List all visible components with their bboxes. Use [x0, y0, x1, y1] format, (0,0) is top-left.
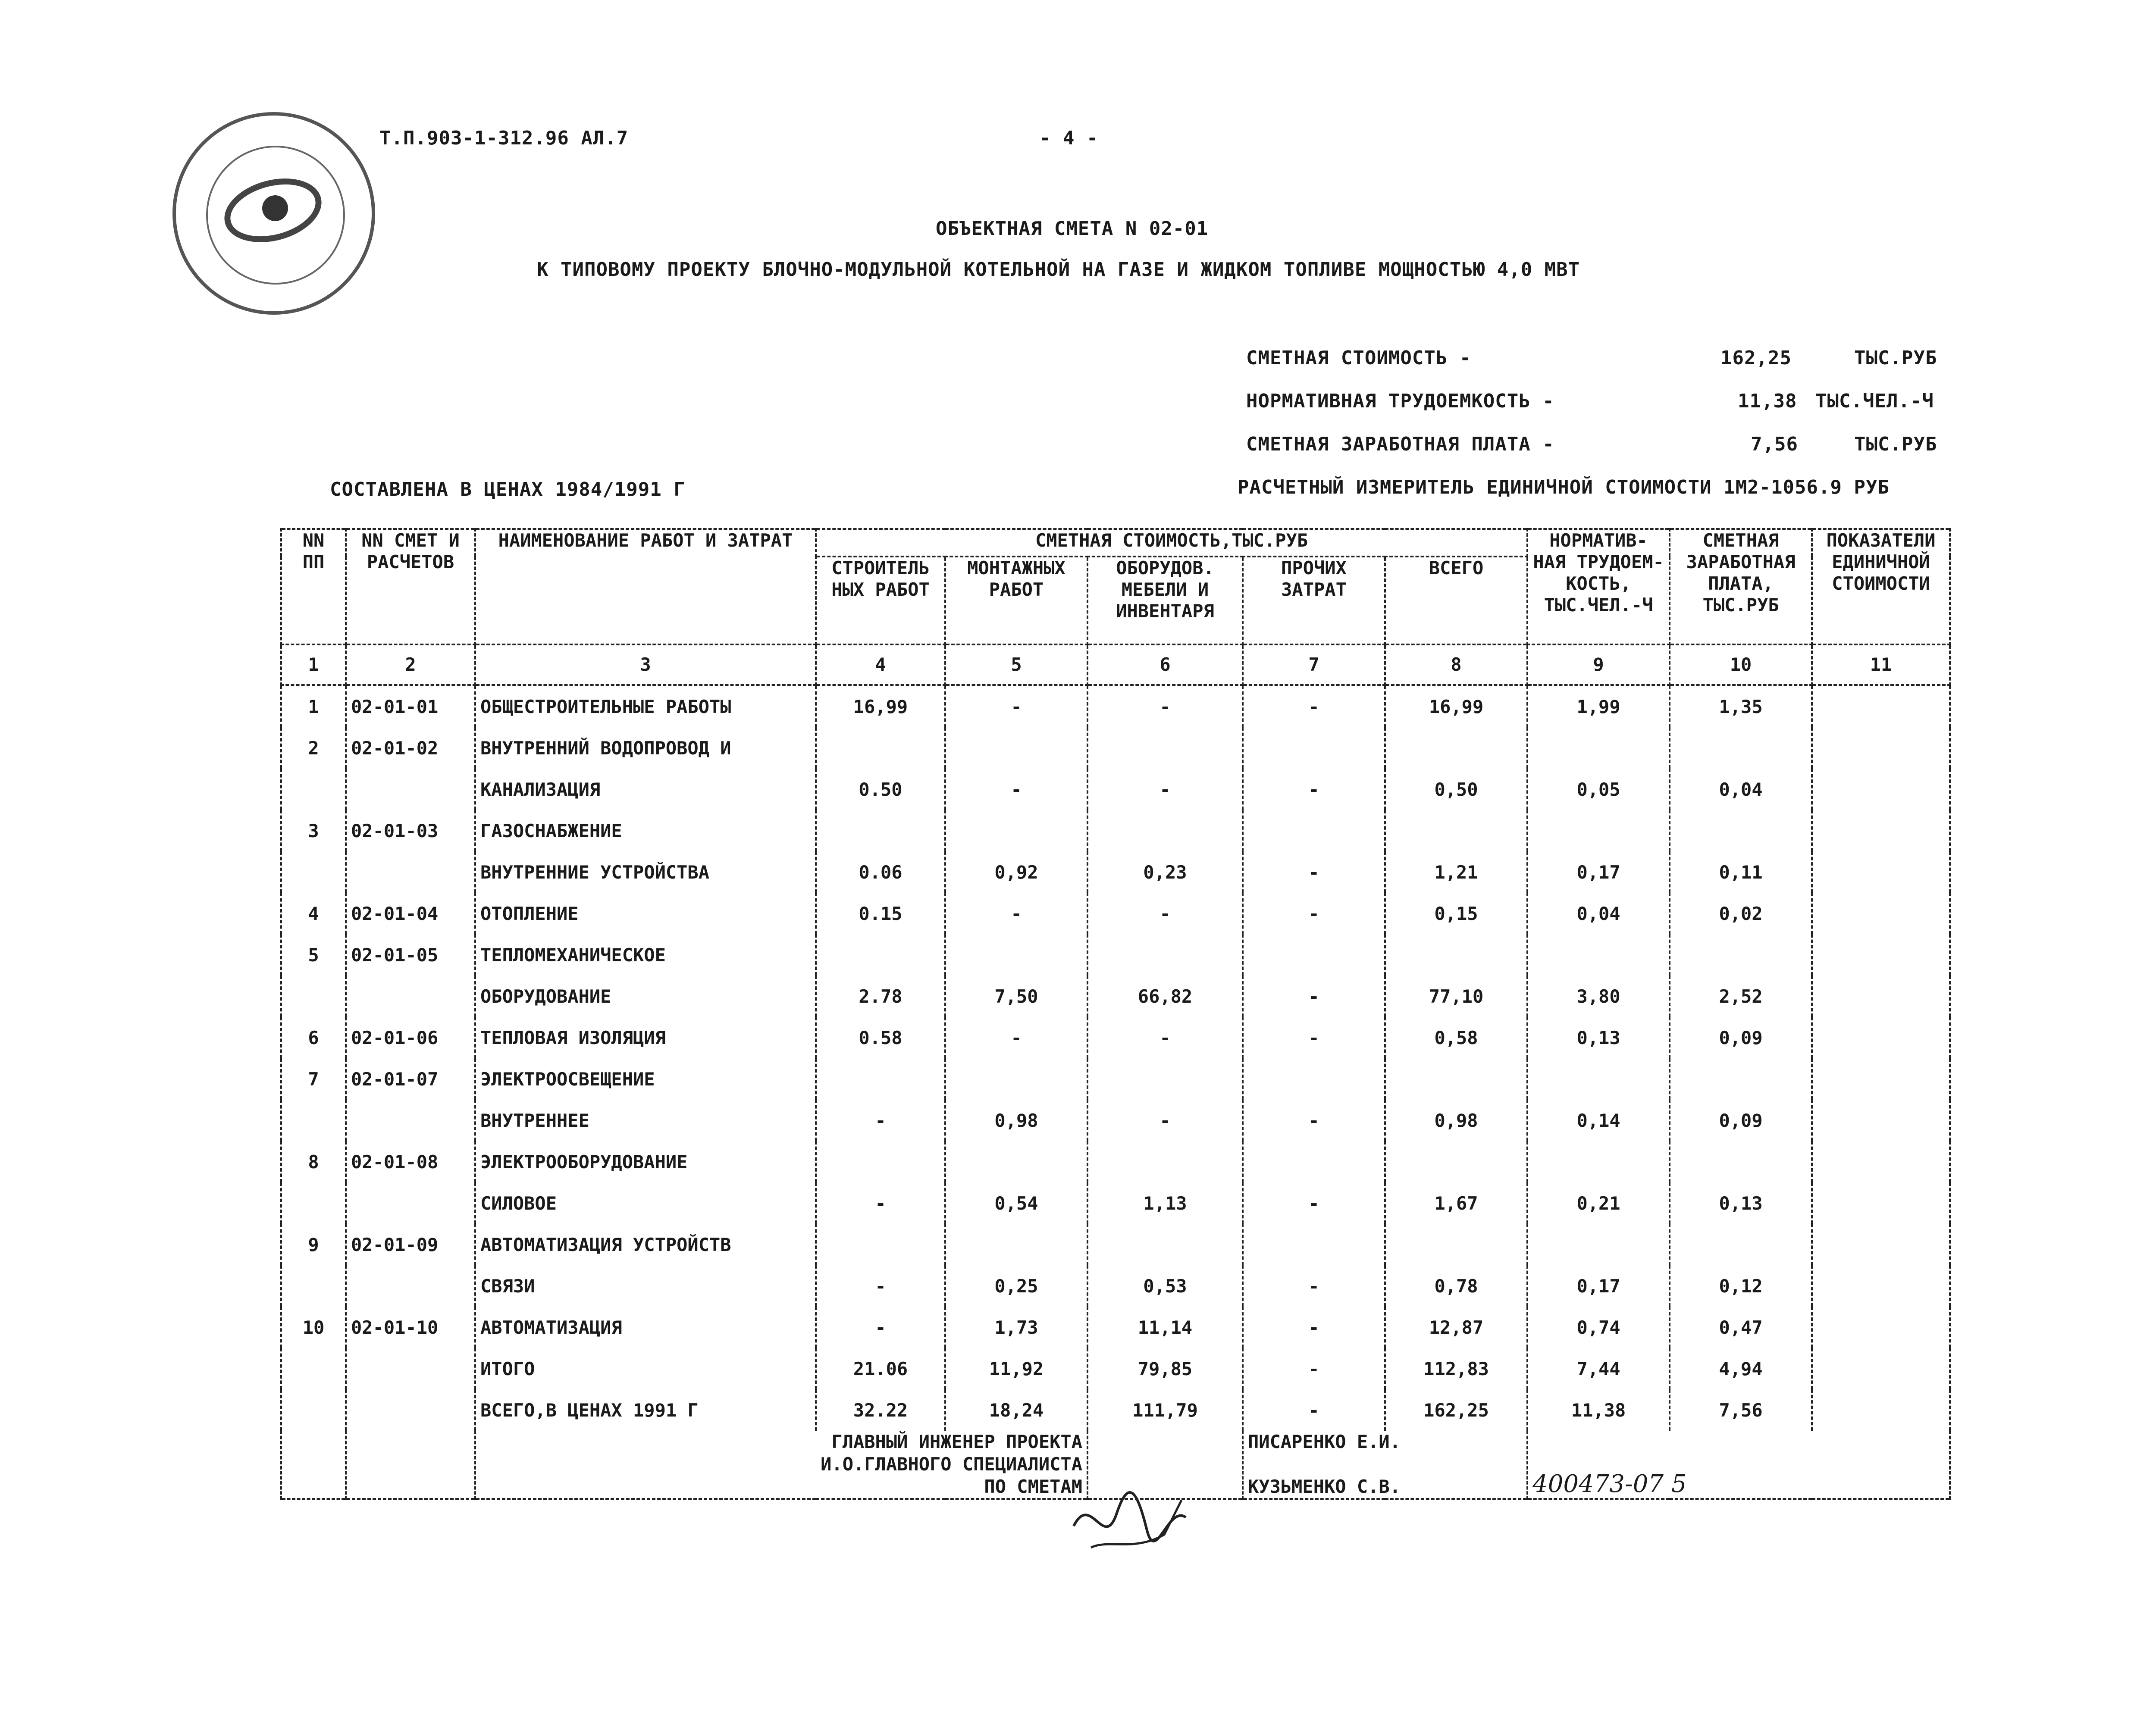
cell-construction-cost [816, 1224, 945, 1265]
cell-work-name: ВСЕГО,В ЦЕНАХ 1991 Г [475, 1389, 816, 1431]
cell-row-number [281, 769, 346, 810]
cell-unit-indicator [1812, 769, 1950, 810]
cell-other-cost: - [1243, 893, 1385, 934]
table-row [281, 1182, 1950, 1224]
cell-wages: 0,11 [1670, 851, 1812, 893]
cell-other-cost [1243, 934, 1385, 976]
table-row [281, 1307, 1950, 1348]
cell-construction-cost: 0.15 [816, 893, 945, 934]
cell-other-cost [1243, 810, 1385, 851]
cell-construction-cost: 2.78 [816, 976, 945, 1017]
cell-installation-cost: 11,92 [945, 1348, 1087, 1389]
estimate-table [280, 528, 1951, 1500]
cell-construction-cost: 0.50 [816, 769, 945, 810]
cell-work-name: ИТОГО [475, 1348, 816, 1389]
summary-label: СМЕТНАЯ ЗАРАБОТНАЯ ПЛАТА - [1246, 433, 1554, 455]
cell-unit-indicator [1812, 1141, 1950, 1182]
cell-row-number [281, 1100, 346, 1141]
page-number: - 4 - [1039, 127, 1099, 149]
cell-wages: 0,04 [1670, 769, 1812, 810]
cell-labor-hours [1527, 727, 1670, 769]
cell-unit-indicator [1812, 1348, 1950, 1389]
cell-wages: 1,35 [1670, 685, 1812, 727]
cell-work-name: АВТОМАТИЗАЦИЯ УСТРОЙСТВ [475, 1224, 816, 1265]
cell-row-number: 6 [281, 1017, 346, 1058]
cell-equipment-cost: 111,79 [1087, 1389, 1243, 1431]
cell-labor-hours: 11,38 [1527, 1389, 1670, 1431]
cell-total-cost: 77,10 [1385, 976, 1527, 1017]
cell-labor-hours: 3,80 [1527, 976, 1670, 1017]
table-row [281, 893, 1950, 934]
col-number: 10 [1670, 644, 1812, 685]
cell-equipment-cost: - [1087, 685, 1243, 727]
cell-total-cost: 1,67 [1385, 1182, 1527, 1224]
cell-equipment-cost: 0,53 [1087, 1265, 1243, 1307]
cell-work-name: ТЕПЛОМЕХАНИЧЕСКОЕ [475, 934, 816, 976]
cell-other-cost: - [1243, 1182, 1385, 1224]
cell-installation-cost [945, 934, 1087, 976]
cell-estimate-code: 02-01-05 [346, 934, 475, 976]
cell-construction-cost: 16,99 [816, 685, 945, 727]
cell-wages [1670, 1224, 1812, 1265]
cell-labor-hours: 0,21 [1527, 1182, 1670, 1224]
summary-value: 11,38 [1738, 390, 1797, 412]
cell-total-cost: 16,99 [1385, 685, 1527, 727]
cell-estimate-code [346, 1265, 475, 1307]
cell-other-cost: - [1243, 1265, 1385, 1307]
cell-row-number: 4 [281, 893, 346, 934]
cell-total-cost: 0,50 [1385, 769, 1527, 810]
cell-estimate-code: 02-01-06 [346, 1017, 475, 1058]
spacer [1248, 1453, 1522, 1476]
table-row [281, 976, 1950, 1017]
chief-engineer-name: ПИСАРЕНКО Е.И. [1248, 1431, 1401, 1452]
cell-other-cost: - [1243, 1307, 1385, 1348]
cell-other-cost: - [1243, 769, 1385, 810]
cell-labor-hours: 0,13 [1527, 1017, 1670, 1058]
col-number: 3 [475, 644, 816, 685]
cell-total-cost: 0,78 [1385, 1265, 1527, 1307]
table-row [281, 1348, 1950, 1389]
table-row [281, 1100, 1950, 1141]
cell-other-cost [1243, 1141, 1385, 1182]
cell-estimate-code: 02-01-02 [346, 727, 475, 769]
handwritten-code: 400473-07 5 [1532, 1470, 1687, 1498]
cell-wages [1670, 810, 1812, 851]
cell-unit-indicator [1812, 1100, 1950, 1141]
cell-installation-cost: - [945, 685, 1087, 727]
table-row [281, 1265, 1950, 1307]
cell-estimate-code: 02-01-03 [346, 810, 475, 851]
unit-cost-note: РАСЧЕТНЫЙ ИЗМЕРИТЕЛЬ ЕДИНИЧНОЙ СТОИМОСТИ 1М2-1056.9 РУБ [1238, 476, 1890, 498]
col-header-installation: МОНТАЖНЫХ РАБОТ [945, 557, 1087, 644]
cell-estimate-code: 02-01-09 [346, 1224, 475, 1265]
cell-unit-indicator [1812, 1389, 1950, 1431]
cell-work-name: СВЯЗИ [475, 1265, 816, 1307]
cell-equipment-cost: - [1087, 1100, 1243, 1141]
cell-installation-cost [945, 1058, 1087, 1100]
col-header-estimate-number: NN СМЕТ И РАСЧЕТОВ [346, 529, 475, 644]
cell-unit-indicator [1812, 976, 1950, 1017]
summary-value: 7,56 [1751, 433, 1798, 455]
cell-estimate-code [346, 1389, 475, 1431]
cell-construction-cost [816, 934, 945, 976]
cell-labor-hours: 1,99 [1527, 685, 1670, 727]
col-number: 6 [1087, 644, 1243, 685]
col-group-header-cost: СМЕТНАЯ СТОИМОСТЬ,ТЫС.РУБ [816, 529, 1527, 557]
cell-other-cost: - [1243, 1017, 1385, 1058]
cell-other-cost [1243, 1058, 1385, 1100]
cell-unit-indicator [1812, 1307, 1950, 1348]
cell-row-number [281, 1389, 346, 1431]
cell-total-cost: 112,83 [1385, 1348, 1527, 1389]
table-row [281, 769, 1950, 810]
cell-wages: 0,13 [1670, 1182, 1812, 1224]
cell-equipment-cost [1087, 1224, 1243, 1265]
cell-wages [1670, 727, 1812, 769]
cell-labor-hours: 0,17 [1527, 851, 1670, 893]
cell-installation-cost: - [945, 893, 1087, 934]
table-row [281, 727, 1950, 769]
cell-installation-cost: 7,50 [945, 976, 1087, 1017]
cell-installation-cost [945, 727, 1087, 769]
col-header-unit-indicators: ПОКАЗАТЕЛИ ЕДИНИЧНОЙ СТОИМОСТИ [1812, 529, 1950, 644]
cell-total-cost [1385, 1058, 1527, 1100]
cell-construction-cost [816, 810, 945, 851]
cell-row-number: 8 [281, 1141, 346, 1182]
specialist-name: КУЗЬМЕНКО С.В. [1248, 1476, 1401, 1497]
cell-unit-indicator [1812, 810, 1950, 851]
cell-wages: 2,52 [1670, 976, 1812, 1017]
table-row [281, 1017, 1950, 1058]
cell-row-number: 5 [281, 934, 346, 976]
cell-installation-cost: - [945, 769, 1087, 810]
cell-installation-cost: 0,25 [945, 1265, 1087, 1307]
cell-unit-indicator [1812, 1017, 1950, 1058]
cell-installation-cost: 0,98 [945, 1100, 1087, 1141]
cell-equipment-cost: 79,85 [1087, 1348, 1243, 1389]
cell-estimate-code: 02-01-10 [346, 1307, 475, 1348]
cell-labor-hours: 0,74 [1527, 1307, 1670, 1348]
col-header-work-name: НАИМЕНОВАНИЕ РАБОТ И ЗАТРАТ [475, 529, 816, 644]
cell-labor-hours: 7,44 [1527, 1348, 1670, 1389]
cell-construction-cost: - [816, 1265, 945, 1307]
cell-equipment-cost: - [1087, 893, 1243, 934]
cell-equipment-cost [1087, 1058, 1243, 1100]
cell-work-name: ОБЩЕСТРОИТЕЛЬНЫЕ РАБОТЫ [475, 685, 816, 727]
cell-total-cost [1385, 934, 1527, 976]
cell-row-number: 9 [281, 1224, 346, 1265]
cell-estimate-code [346, 769, 475, 810]
cell-other-cost: - [1243, 685, 1385, 727]
chief-engineer-label: ГЛАВНЫЙ ИНЖЕНЕР ПРОЕКТА [831, 1431, 1082, 1452]
table-row [281, 1058, 1950, 1100]
cell-work-name: ОТОПЛЕНИЕ [475, 893, 816, 934]
col-header-equipment: ОБОРУДОВ. МЕБЕЛИ И ИНВЕНТАРЯ [1087, 557, 1243, 644]
col-header-labor: НОРМАТИВ- НАЯ ТРУДОЕМ- КОСТЬ, ТЫС.ЧЕЛ.-Ч [1527, 529, 1670, 644]
handwritten-signature [1065, 1487, 1194, 1565]
summary-unit: ТЫС.ЧЕЛ.-Ч [1815, 390, 1934, 412]
cell-unit-indicator [1812, 851, 1950, 893]
cell-row-number: 10 [281, 1307, 346, 1348]
summary-unit: ТЫС.РУБ [1854, 433, 1937, 455]
cell-total-cost: 0,58 [1385, 1017, 1527, 1058]
cell-other-cost: - [1243, 851, 1385, 893]
stamp-emblem-center [262, 195, 288, 221]
specialist-label-2: ПО СМЕТАМ [984, 1476, 1082, 1497]
cell-estimate-code [346, 1100, 475, 1141]
cell-labor-hours [1527, 1058, 1670, 1100]
table-row [281, 1389, 1950, 1431]
table-row [281, 810, 1950, 851]
table-body [281, 685, 1950, 1499]
cell-row-number [281, 1265, 346, 1307]
cell-labor-hours [1527, 810, 1670, 851]
cell-estimate-code: 02-01-08 [346, 1141, 475, 1182]
prices-note: СОСТАВЛЕНА В ЦЕНАХ 1984/1991 Г [330, 478, 686, 500]
cell-total-cost: 162,25 [1385, 1389, 1527, 1431]
cell-work-name: КАНАЛИЗАЦИЯ [475, 769, 816, 810]
cell-installation-cost [945, 1141, 1087, 1182]
cell-equipment-cost: 66,82 [1087, 976, 1243, 1017]
cell-wages: 0,09 [1670, 1017, 1812, 1058]
cell-equipment-cost: 11,14 [1087, 1307, 1243, 1348]
document-title: ОБЪЕКТНАЯ СМЕТА N 02-01 [936, 218, 1209, 240]
col-number: 5 [945, 644, 1087, 685]
cell-work-name: ОБОРУДОВАНИЕ [475, 976, 816, 1017]
cell-total-cost: 0,98 [1385, 1100, 1527, 1141]
cell-labor-hours: 0,04 [1527, 893, 1670, 934]
specialist-label: И.О.ГЛАВНОГО СПЕЦИАЛИСТА [821, 1454, 1082, 1475]
cell-equipment-cost [1087, 727, 1243, 769]
col-number: 1 [281, 644, 346, 685]
cell-wages: 0,09 [1670, 1100, 1812, 1141]
col-number: 8 [1385, 644, 1527, 685]
table-row [281, 851, 1950, 893]
cell-total-cost [1385, 1224, 1527, 1265]
cell-total-cost: 1,21 [1385, 851, 1527, 893]
cell-total-cost [1385, 727, 1527, 769]
cell-estimate-code: 02-01-01 [346, 685, 475, 727]
cell-work-name: СИЛОВОЕ [475, 1182, 816, 1224]
cell-work-name: ГАЗОСНАБЖЕНИЕ [475, 810, 816, 851]
cell-estimate-code [346, 851, 475, 893]
cell-row-number: 1 [281, 685, 346, 727]
cell-row-number [281, 851, 346, 893]
cell-estimate-code [346, 976, 475, 1017]
cell-construction-cost: 32.22 [816, 1389, 945, 1431]
cell-installation-cost: 18,24 [945, 1389, 1087, 1431]
col-number: 7 [1243, 644, 1385, 685]
cell-work-name: ТЕПЛОВАЯ ИЗОЛЯЦИЯ [475, 1017, 816, 1058]
cell-total-cost: 12,87 [1385, 1307, 1527, 1348]
cell-labor-hours [1527, 1224, 1670, 1265]
cell-other-cost: - [1243, 1389, 1385, 1431]
cell-installation-cost: 0,54 [945, 1182, 1087, 1224]
cell-equipment-cost [1087, 810, 1243, 851]
cell-wages [1670, 1058, 1812, 1100]
cell-other-cost [1243, 727, 1385, 769]
summary-label: СМЕТНАЯ СТОИМОСТЬ - [1246, 347, 1472, 369]
cell-total-cost: 0,15 [1385, 893, 1527, 934]
cell-work-name: ВНУТРЕННИЙ ВОДОПРОВОД И [475, 727, 816, 769]
cell-other-cost: - [1243, 1100, 1385, 1141]
cell-installation-cost: - [945, 1017, 1087, 1058]
cell-construction-cost: 21.06 [816, 1348, 945, 1389]
cell-labor-hours [1527, 1141, 1670, 1182]
cell-labor-hours: 0,05 [1527, 769, 1670, 810]
cell-wages: 0,02 [1670, 893, 1812, 934]
col-number: 4 [816, 644, 945, 685]
cell-unit-indicator [1812, 1058, 1950, 1100]
col-number: 11 [1812, 644, 1950, 685]
cell-unit-indicator [1812, 893, 1950, 934]
cell-labor-hours: 0,17 [1527, 1265, 1670, 1307]
cell-construction-cost: - [816, 1100, 945, 1141]
cell-estimate-code [346, 1182, 475, 1224]
summary-value: 162,25 [1720, 347, 1792, 369]
cell-other-cost: - [1243, 976, 1385, 1017]
table-row [281, 934, 1950, 976]
cell-unit-indicator [1812, 1224, 1950, 1265]
cell-wages: 7,56 [1670, 1389, 1812, 1431]
summary-unit: ТЫС.РУБ [1854, 347, 1937, 369]
cell-construction-cost [816, 1058, 945, 1100]
cell-row-number: 2 [281, 727, 346, 769]
cell-estimate-code: 02-01-07 [346, 1058, 475, 1100]
cell-wages: 0,12 [1670, 1265, 1812, 1307]
cell-row-number [281, 1182, 346, 1224]
cell-wages: 4,94 [1670, 1348, 1812, 1389]
cell-construction-cost: - [816, 1182, 945, 1224]
cell-equipment-cost: 1,13 [1087, 1182, 1243, 1224]
cell-work-name: ЭЛЕКТРООСВЕЩЕНИЕ [475, 1058, 816, 1100]
col-header-wages: СМЕТНАЯ ЗАРАБОТНАЯ ПЛАТА, ТЫС.РУБ [1670, 529, 1812, 644]
cell-row-number: 7 [281, 1058, 346, 1100]
cell-construction-cost: - [816, 1307, 945, 1348]
cell-construction-cost: 0.06 [816, 851, 945, 893]
cell-unit-indicator [1812, 727, 1950, 769]
cell-equipment-cost: - [1087, 769, 1243, 810]
cell-unit-indicator [1812, 934, 1950, 976]
cell-estimate-code: 02-01-04 [346, 893, 475, 934]
col-header-row-number: NN ПП [281, 529, 346, 644]
col-header-total: ВСЕГО [1385, 557, 1527, 644]
cell-wages: 0,47 [1670, 1307, 1812, 1348]
cell-installation-cost: 0,92 [945, 851, 1087, 893]
col-number: 9 [1527, 644, 1670, 685]
cell-construction-cost [816, 727, 945, 769]
cell-equipment-cost [1087, 934, 1243, 976]
cell-labor-hours [1527, 934, 1670, 976]
cell-installation-cost: 1,73 [945, 1307, 1087, 1348]
table-row [281, 1224, 1950, 1265]
cell-construction-cost [816, 1141, 945, 1182]
cell-row-number: 3 [281, 810, 346, 851]
cell-total-cost [1385, 1141, 1527, 1182]
cell-equipment-cost [1087, 1141, 1243, 1182]
col-header-other: ПРОЧИХ ЗАТРАТ [1243, 557, 1385, 644]
cell-unit-indicator [1812, 1265, 1950, 1307]
table-row [281, 685, 1950, 727]
cell-other-cost: - [1243, 1348, 1385, 1389]
cell-construction-cost: 0.58 [816, 1017, 945, 1058]
cell-row-number [281, 1348, 346, 1389]
col-number: 2 [346, 644, 475, 685]
cell-installation-cost [945, 810, 1087, 851]
cell-wages [1670, 934, 1812, 976]
company-stamp [172, 112, 375, 315]
cell-unit-indicator [1812, 1182, 1950, 1224]
cell-total-cost [1385, 810, 1527, 851]
document-reference: Т.П.903-1-312.96 АЛ.7 [379, 127, 629, 149]
summary-label: НОРМАТИВНАЯ ТРУДОЕМКОСТЬ - [1246, 390, 1554, 412]
table-row [281, 1141, 1950, 1182]
cell-equipment-cost: - [1087, 1017, 1243, 1058]
cell-installation-cost [945, 1224, 1087, 1265]
cell-wages [1670, 1141, 1812, 1182]
cell-estimate-code [346, 1348, 475, 1389]
document-subtitle: К ТИПОВОМУ ПРОЕКТУ БЛОЧНО-МОДУЛЬНОЙ КОТЕЛЬНОЙ НА ГАЗЕ И ЖИДКОМ ТОПЛИВЕ МОЩНОСТЬЮ 4,0 МВТ [537, 259, 1580, 281]
cell-work-name: ВНУТРЕННЕЕ [475, 1100, 816, 1141]
cell-work-name: ЭЛЕКТРООБОРУДОВАНИЕ [475, 1141, 816, 1182]
cell-row-number [281, 976, 346, 1017]
cell-labor-hours: 0,14 [1527, 1100, 1670, 1141]
cell-unit-indicator [1812, 685, 1950, 727]
cell-work-name: АВТОМАТИЗАЦИЯ [475, 1307, 816, 1348]
cell-work-name: ВНУТРЕННИЕ УСТРОЙСТВА [475, 851, 816, 893]
cell-equipment-cost: 0,23 [1087, 851, 1243, 893]
cell-other-cost [1243, 1224, 1385, 1265]
col-header-construction: СТРОИТЕЛЬ НЫХ РАБОТ [816, 557, 945, 644]
